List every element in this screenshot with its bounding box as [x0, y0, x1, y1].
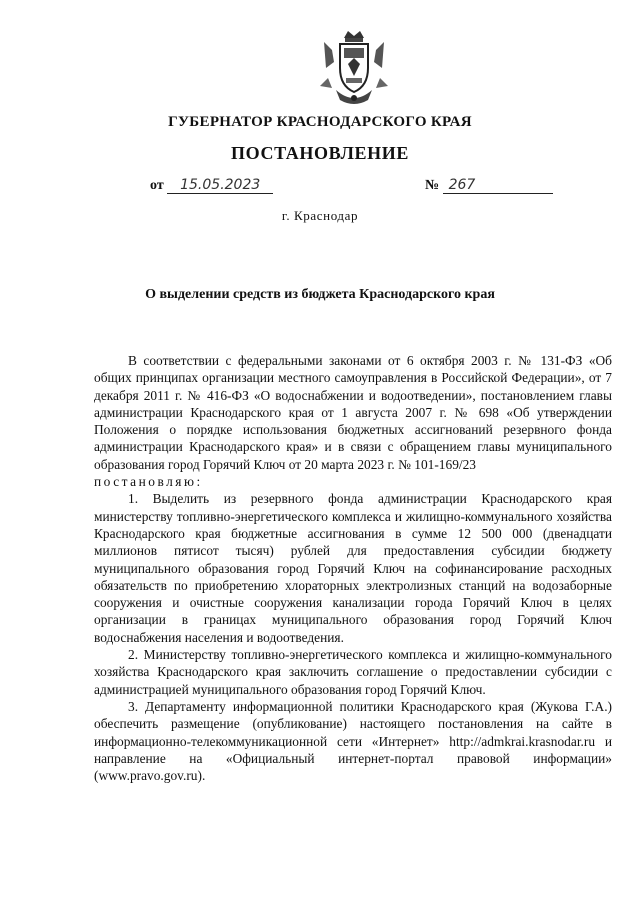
preamble-paragraph: В соответствии с федеральными законами от 6 октября 2003 г. № 131-ФЗ «Об общих принципах организации местного самоуправления в Российской Федерации», от 7 декабря 2011 г. № 416-ФЗ «О водоснабжении и водоотведении», постановлением главы администрации Краснодарского края от 1 августа 2007 г. № 698 «Об утверждении Положения о порядке использования бюджетных ассигнований резервного фонда администрации Краснодарского края» и в связи с обращением главы муниципального образования город Горячий Ключ от 20 марта 2023 г. № 101-169/23: [94, 353, 612, 472]
date-value: 15.05.2023: [167, 177, 273, 194]
coat-of-arms-emblem: [318, 28, 390, 106]
date-label: от: [150, 178, 164, 193]
document-body: [94, 352, 612, 784]
clause-1: 1. Выделить из резервного фонда администрации Краснодарского края министерству топливно-энергетического комплекса и жилищно-коммунального хозяйства Краснодарского края бюджетные ассигнования в сумме 12 500 000 (двенадцати миллионов пятисот тысяч) рублей для предоставления субсидии бюджету муниципального образования город Горячий Ключ на софинансирование расходных обязательств по приобретению хлораторных электролизных станций на водозаборные сооружения и очистные сооружения канализации города Горячий Ключ в целях организации в границах муниципального образования город Горячий Ключ водоснабжения населения и водоотведения.: [94, 491, 612, 645]
clause-2: 2. Министерству топливно-энергетического комплекса и жилищно-коммунального хозяйства Краснодарского края заключить соглашение о предоставлении субсидии с администрацией муниципального образования город Горячий Ключ.: [94, 647, 612, 697]
issuing-authority: ГУБЕРНАТОР КРАСНОДАРСКОГО КРАЯ: [168, 114, 472, 130]
number-label: №: [425, 178, 440, 193]
number-line: [425, 177, 553, 194]
date-line: [150, 177, 273, 194]
document-title: О выделении средств из бюджета Краснодарского края: [145, 287, 495, 302]
resolve-word: постановляю:: [94, 474, 203, 490]
clause-3: 3. Департаменту информационной политики Краснодарского края (Жукова Г.А.) обеспечить размещение (опубликование) настоящего постановления на сайте в информационно-телекоммуникационной сети «Интернет» http://admkrai.krasnodar.ru и направление на «Официальный интернет-портал правовой информации» (www.pravo.gov.ru).: [94, 698, 612, 784]
coat-of-arms-icon: [318, 28, 390, 106]
document-type: ПОСТАНОВЛЕНИЕ: [231, 143, 409, 163]
number-value: 267: [443, 177, 553, 194]
place-of-issue: г. Краснодар: [281, 208, 359, 223]
